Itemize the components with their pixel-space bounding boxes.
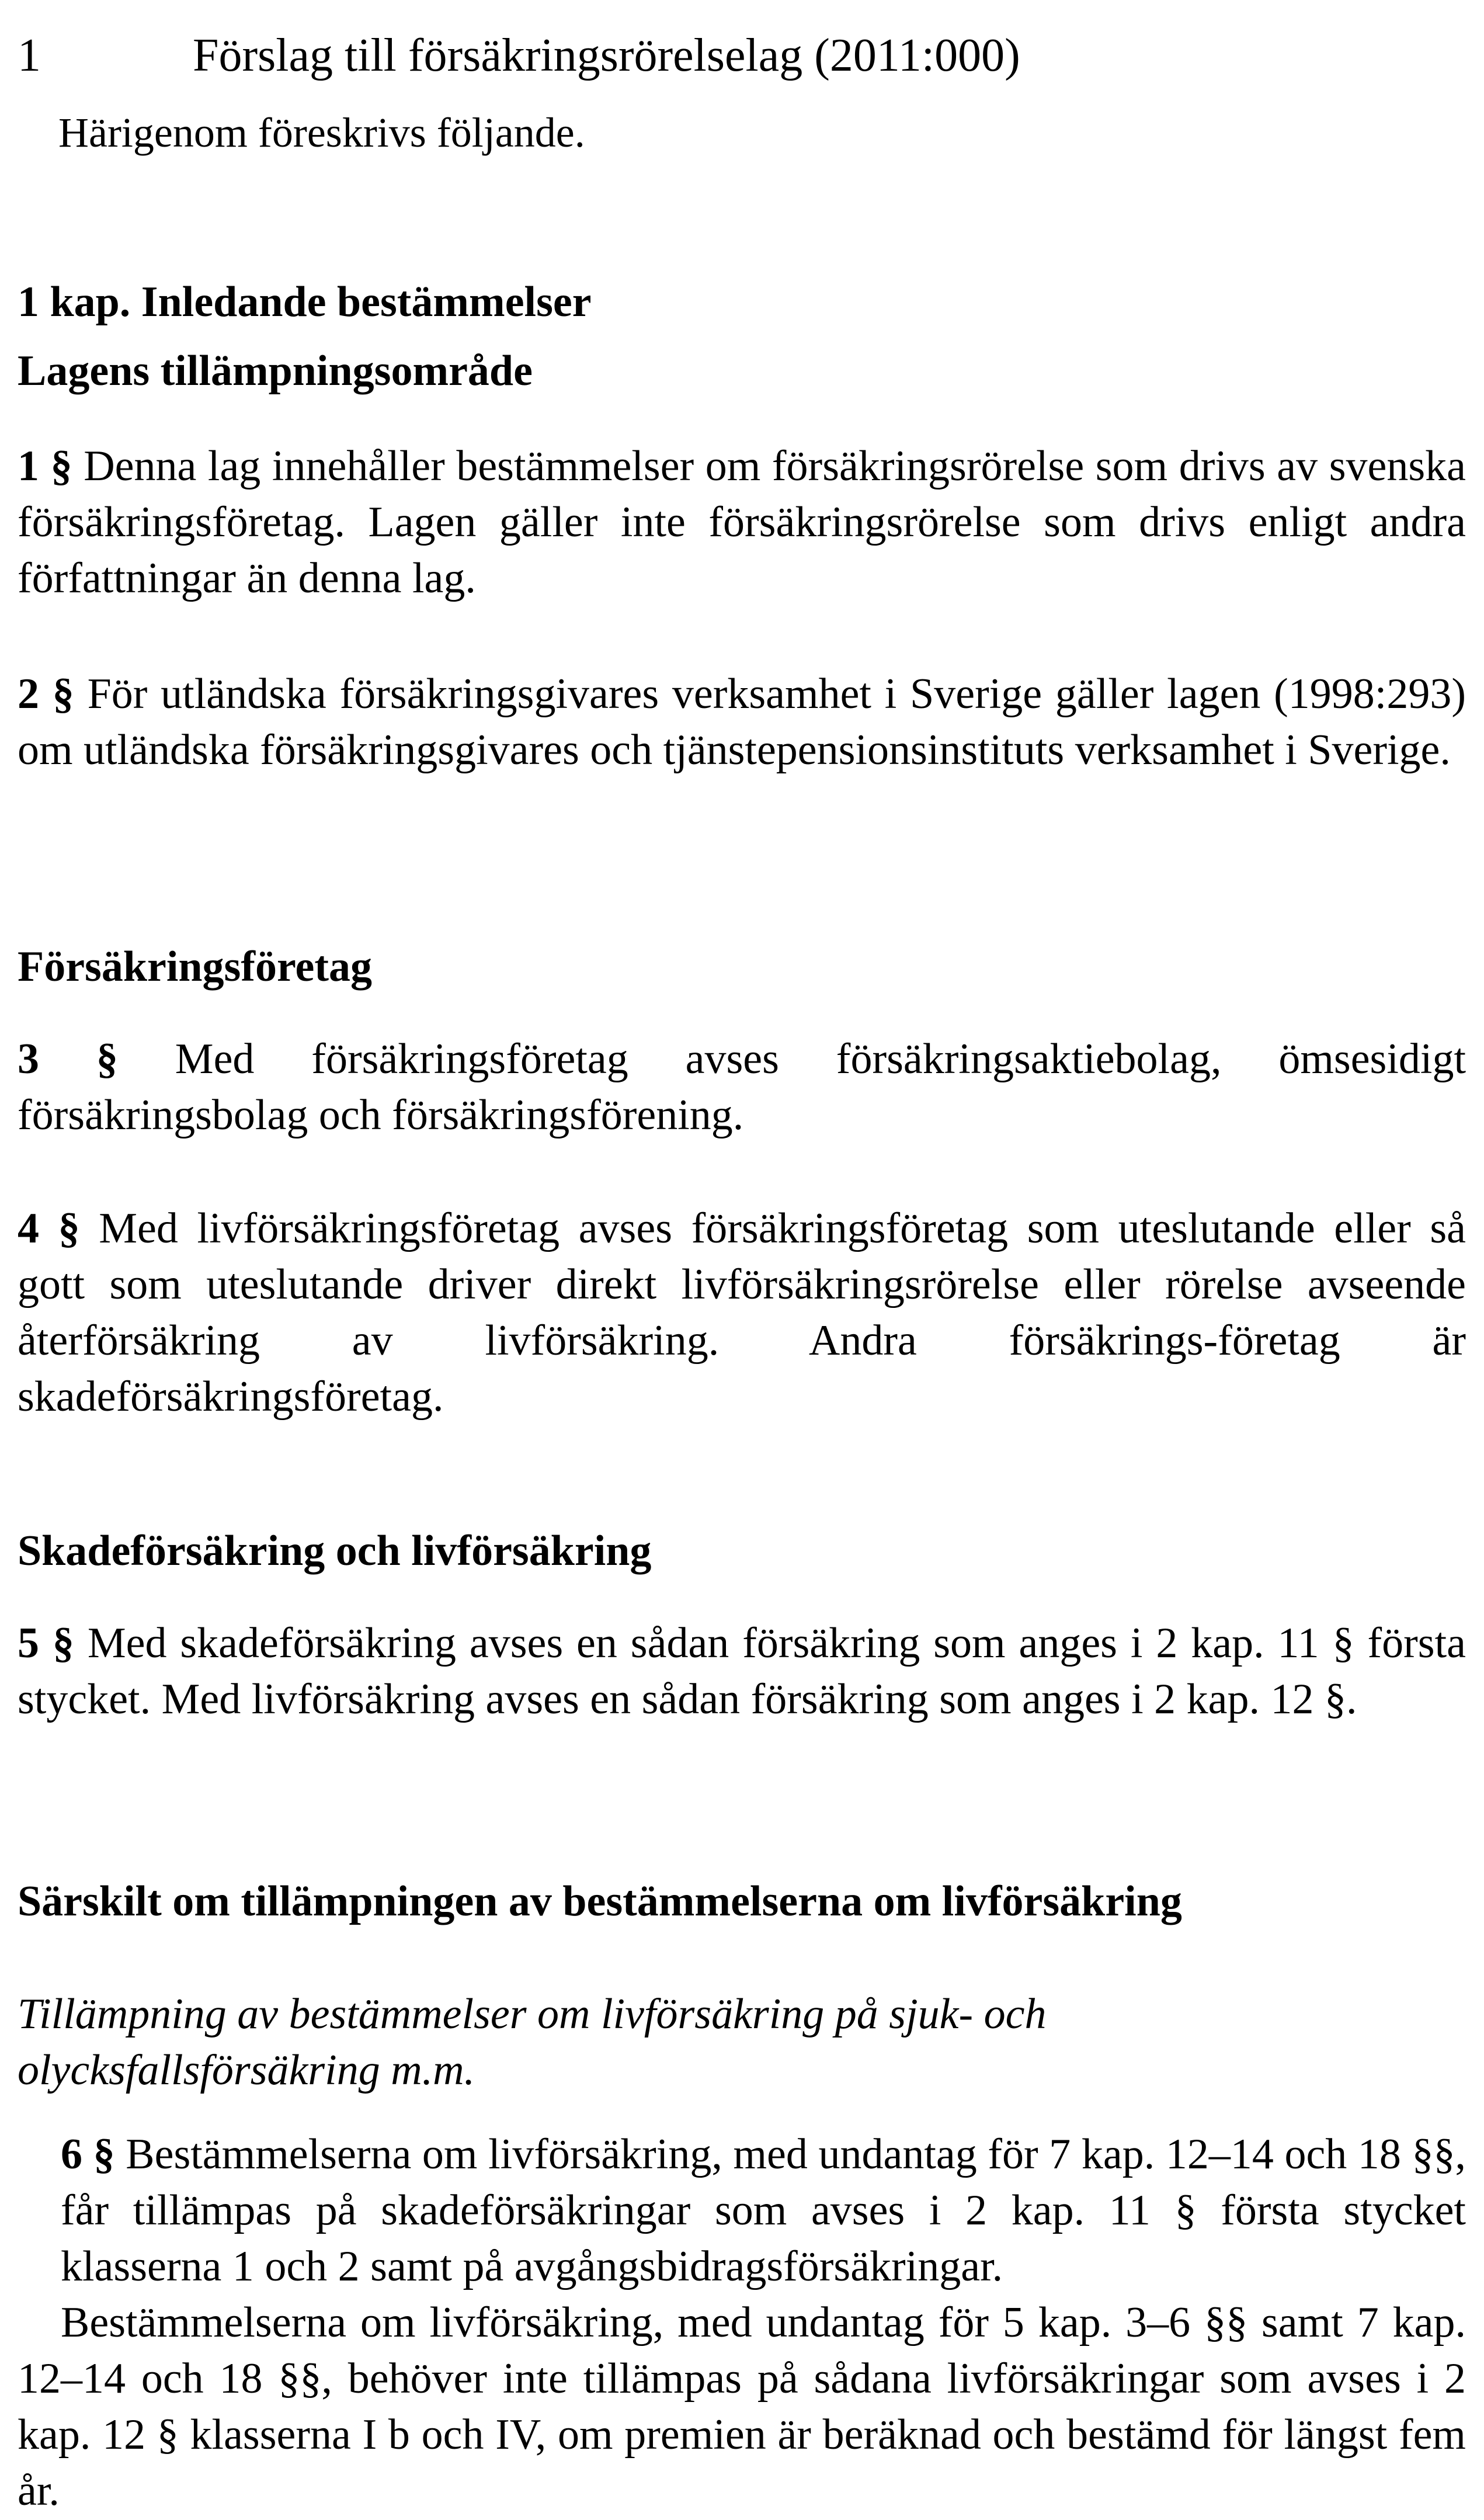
paragraph-3: [18, 1031, 1466, 1143]
paragraph-text: Med skadeförsäkring avses en sådan försäkring som anges i 2 kap. 11 § första stycket. Med livförsäkring avses en sådan försäkring som anges i 2 kap. 12 §.: [18, 1619, 1466, 1723]
document-heading: [18, 12, 1466, 99]
paragraph-4: [18, 1200, 1466, 1425]
section-heading-insurance-companies: Försäkringsföretag: [18, 943, 372, 991]
paragraph-text: För utländska försäkringsgivares verksamhet i Sverige gäller lagen (1998:293) om utländska försäkringsgivares och tjänstepensionsinstituts verksamhet i Sverige.: [18, 670, 1466, 774]
paragraph-text: Bestämmelserna om livförsäkring, med undantag för 5 kap. 3–6 §§ samt 7 kap. 12–14 och 18 §§, behöver inte tillämpas på sådana livförsäkringar som avses i 2 kap. 12 § klasserna I b och IV, om premien är beräknad och bestämd för längst fem år.: [18, 2299, 1466, 2515]
paragraph-text: Denna lag innehåller bestämmelser om försäkringsrörelse som drivs av svenska försäkringsföretag. Lagen gäller inte försäkringsrörelse som drivs enligt andra författningar än denna lag.: [18, 442, 1466, 602]
paragraph-text: Bestämmelserna om livförsäkring, med undantag för 7 kap. 12–14 och 18 §§, får tillämpas på skadeförsäkringar som avses i 2 kap. 11 § första stycket klasserna 1 och 2 samt på avgångsbidragsförsäkringar.: [61, 2130, 1466, 2290]
paragraph-1: [18, 438, 1466, 606]
paragraph-number: 5 §: [18, 1619, 74, 1667]
section-heading-damage-and-life-insurance: Skadeförsäkring och livförsäkring: [18, 1527, 652, 1575]
document-number: 1: [18, 30, 41, 81]
paragraph-6: [61, 2126, 1466, 2295]
paragraph-number: 3 §: [18, 1035, 118, 1083]
paragraph-number: 4 §: [18, 1205, 80, 1252]
paragraph-number: 2 §: [18, 670, 74, 718]
section-heading-scope: Lagens tillämpningsområde: [18, 347, 533, 395]
paragraph-number: 6 §: [61, 2130, 115, 2178]
italic-subheading: Tillämpning av bestämmelser om livförsäkring på sjuk- och olycksfallsförsäkring m.m.: [18, 1990, 1047, 2094]
paragraph-text: Med försäkringsföretag avses försäkringsaktiebolag, ömsesidigt försäkringsbolag och försäkringsförening.: [18, 1035, 1466, 1139]
chapter-heading: 1 kap. Inledande bestämmelser: [18, 278, 592, 326]
section-heading-life-insurance-application: Särskilt om tillämpningen av bestämmelserna om livförsäkring: [18, 1877, 1182, 1925]
intro-text: Härigenom föreskrivs följande.: [58, 109, 585, 156]
paragraph-2: [18, 666, 1466, 778]
document-title: Förslag till försäkringsrörelselag (2011:000): [193, 30, 1020, 81]
paragraph-5: [18, 1615, 1466, 1727]
paragraph-6-second-stycke: [18, 2295, 1466, 2519]
paragraph-text: Med livförsäkringsföretag avses försäkringsföretag som uteslutande eller så gott som uteslutande driver direkt livförsäkringsrörelse eller rörelse avseende återförsäkring av livförsäkring. Andra försäkrings-företag är skadeförsäkringsföretag.: [18, 1205, 1466, 1421]
paragraph-number: 1 §: [18, 442, 72, 490]
